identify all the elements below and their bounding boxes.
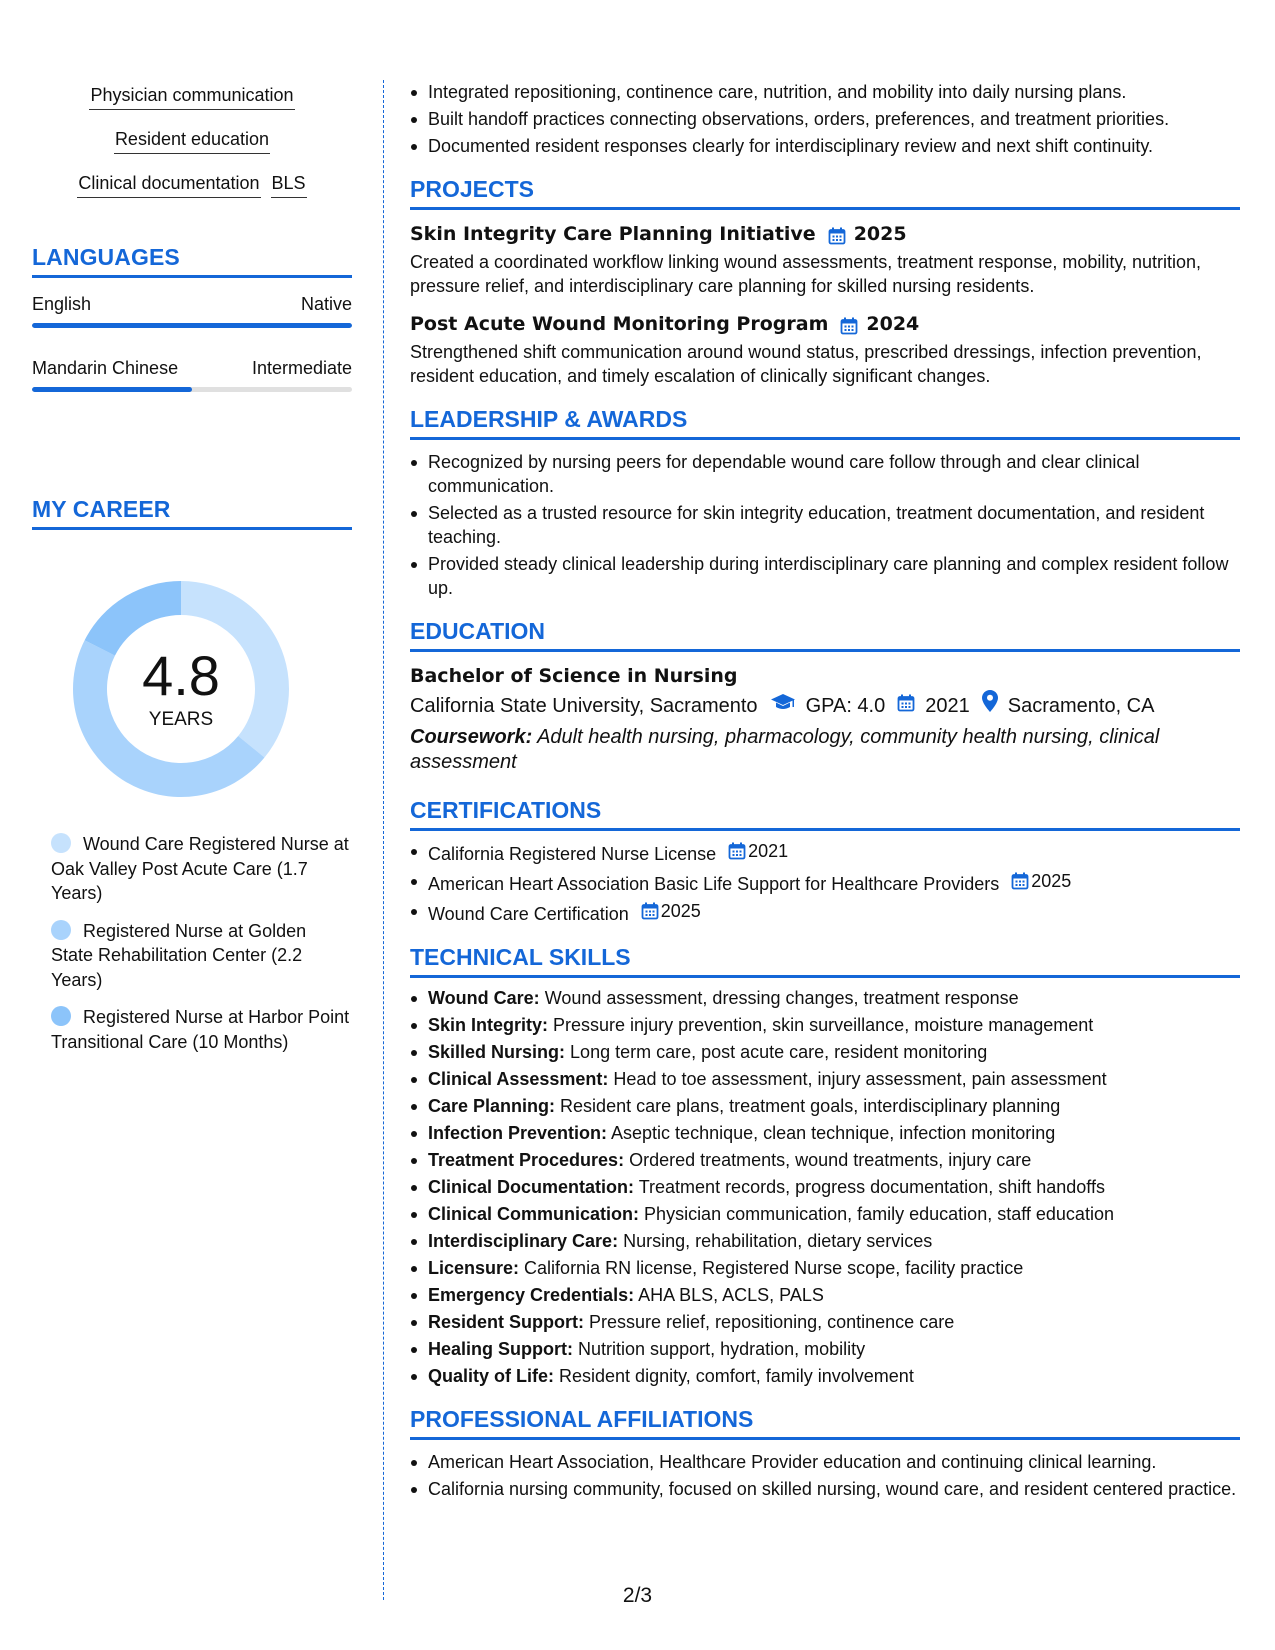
technical-skill-item xyxy=(428,1067,1240,1091)
list-item: Provided steady clinical leadership during interdisciplinary care planning and complex resident follow up. xyxy=(428,552,1240,600)
certification-name: American Heart Association Basic Life Support for Healthcare Providers xyxy=(428,874,1000,894)
career-total-value: 4.8 xyxy=(142,644,220,707)
language-bar xyxy=(32,323,352,328)
technical-skill-item xyxy=(428,1256,1240,1280)
technical-skill-item xyxy=(428,1283,1240,1307)
career-title: MY CAREER xyxy=(32,496,352,530)
career-legend-label: Registered Nurse at Harbor Point Transitional Care (10 Months) xyxy=(51,1007,350,1052)
calendar-icon xyxy=(828,225,846,243)
career-section xyxy=(32,496,352,1067)
project-description: Created a coordinated workflow linking wound assessments, treatment response, mobility, nutrition, pressure relief, and interdisciplinary care planning for skilled nursing residents. xyxy=(410,252,1202,296)
technical-skill-value: Long term care, post acute care, resident monitoring xyxy=(570,1042,988,1062)
list-item: Integrated repositioning, continence care, nutrition, and mobility into daily nursing plans. xyxy=(428,80,1240,104)
technical-skills-section xyxy=(410,944,1240,1388)
technical-skill-key: Resident Support: xyxy=(428,1312,584,1332)
calendar-icon xyxy=(641,902,659,920)
certification-name: California Registered Nurse License xyxy=(428,844,717,864)
technical-skill-item xyxy=(428,1364,1240,1388)
skill-tag: Resident education xyxy=(114,126,270,154)
technical-skill-value: Resident care plans, treatment goals, interdisciplinary planning xyxy=(560,1096,1061,1116)
technical-skill-item xyxy=(428,1040,1240,1064)
technical-skill-key: Skin Integrity: xyxy=(428,1015,549,1035)
technical-skill-value: Physician communication, family education, staff education xyxy=(644,1204,1114,1224)
list-item: Built handoff practices connecting observations, orders, preferences, and treatment priorities. xyxy=(428,107,1240,131)
education-year: 2021 xyxy=(925,694,970,717)
list-item xyxy=(428,869,1240,896)
technical-skill-key: Interdisciplinary Care: xyxy=(428,1231,619,1251)
technical-skill-value: Nutrition support, hydration, mobility xyxy=(578,1339,866,1359)
technical-skill-key: Clinical Documentation: xyxy=(428,1177,635,1197)
technical-skill-value: Treatment records, progress documentation, shift handoffs xyxy=(638,1177,1105,1197)
technical-skill-value: Aseptic technique, clean technique, infection monitoring xyxy=(611,1123,1056,1143)
legend-dot xyxy=(51,920,71,940)
technical-skill-key: Care Planning: xyxy=(428,1096,556,1116)
skill-tag: BLS xyxy=(271,170,307,198)
language-item xyxy=(32,356,352,392)
language-name: Mandarin Chinese xyxy=(32,358,179,378)
skill-tag-row xyxy=(32,170,352,198)
career-donut-chart xyxy=(66,574,296,804)
technical-skill-item xyxy=(428,1310,1240,1334)
technical-skill-key: Healing Support: xyxy=(428,1339,573,1359)
column-divider xyxy=(383,80,384,1600)
project-title xyxy=(410,220,1240,248)
technical-skill-item xyxy=(428,1229,1240,1253)
coursework-label: Coursework: xyxy=(410,726,533,748)
sidebar xyxy=(32,82,352,392)
certification-name: Wound Care Certification xyxy=(428,904,629,924)
technical-skill-value: Pressure relief, repositioning, continence care xyxy=(589,1312,955,1332)
certifications-title: CERTIFICATIONS xyxy=(410,797,1240,831)
projects-section xyxy=(410,176,1240,388)
list-item xyxy=(428,899,1240,926)
technical-skills-title: TECHNICAL SKILLS xyxy=(410,944,1240,978)
education-gpa: GPA: 4.0 xyxy=(805,694,886,717)
list-item: Documented resident responses clearly for interdisciplinary review and next shift continuity. xyxy=(428,134,1240,158)
calendar-icon xyxy=(897,691,915,721)
education-section xyxy=(410,618,1240,775)
location-pin-icon xyxy=(982,690,998,721)
language-bar xyxy=(32,387,352,392)
project-year: 2025 xyxy=(853,223,907,245)
languages-section xyxy=(32,244,352,392)
coursework-text: Adult health nursing, pharmacology, community health nursing, clinical assessment xyxy=(410,726,1160,773)
language-name: English xyxy=(32,294,92,314)
skill-tag: Clinical documentation xyxy=(77,170,260,198)
certifications-list xyxy=(410,839,1240,926)
education-title: EDUCATION xyxy=(410,618,1240,652)
technical-skill-key: Clinical Communication: xyxy=(428,1204,640,1224)
career-legend-label: Wound Care Registered Nurse at Oak Valley Post Acute Care (1.7 Years) xyxy=(51,834,349,903)
technical-skill-value: Resident dignity, comfort, family involvement xyxy=(559,1366,914,1386)
list-item: Selected as a trusted resource for skin integrity education, treatment documentation, and resident teaching. xyxy=(428,501,1240,549)
technical-skill-key: Clinical Assessment: xyxy=(428,1069,609,1089)
skill-tag-row xyxy=(32,126,352,154)
graduation-cap-icon xyxy=(770,691,796,721)
calendar-icon xyxy=(840,315,858,333)
language-bar-fill xyxy=(32,387,192,392)
technical-skill-value: Nursing, rehabilitation, dietary services xyxy=(623,1231,933,1251)
technical-skill-item xyxy=(428,1175,1240,1199)
certification-year: 2025 xyxy=(660,901,701,921)
language-item xyxy=(32,292,352,328)
education-degree: Bachelor of Science in Nursing xyxy=(410,665,738,687)
calendar-icon xyxy=(728,842,746,860)
affiliations-list xyxy=(410,1450,1240,1501)
technical-skills-list xyxy=(410,986,1240,1388)
technical-skill-item xyxy=(428,1094,1240,1118)
list-item: American Heart Association, Healthcare Provider education and continuing clinical learning. xyxy=(428,1450,1240,1474)
technical-skill-key: Treatment Procedures: xyxy=(428,1150,625,1170)
technical-skill-item xyxy=(428,986,1240,1010)
career-legend-label: Registered Nurse at Golden State Rehabilitation Center (2.2 Years) xyxy=(51,920,307,990)
certification-year: 2021 xyxy=(748,841,789,861)
main-content xyxy=(410,80,1240,1504)
language-level: Intermediate xyxy=(251,358,352,378)
education-details xyxy=(410,690,1240,721)
education-school: California State University, Sacramento xyxy=(410,694,758,717)
leadership-list xyxy=(410,450,1240,600)
legend-dot xyxy=(51,833,71,853)
career-legend-item xyxy=(51,832,352,906)
technical-skill-item xyxy=(428,1148,1240,1172)
technical-skill-item xyxy=(428,1337,1240,1361)
legend-dot xyxy=(51,1006,71,1026)
project-year: 2024 xyxy=(866,313,920,335)
skill-tags xyxy=(32,82,352,198)
technical-skill-key: Emergency Credentials: xyxy=(428,1285,635,1305)
list-item xyxy=(428,839,1240,866)
languages-title: LANGUAGES xyxy=(32,244,352,278)
career-legend-item xyxy=(51,919,352,993)
technical-skill-key: Infection Prevention: xyxy=(428,1123,608,1143)
certification-year: 2025 xyxy=(1031,871,1072,891)
project-name: Post Acute Wound Monitoring Program xyxy=(410,313,829,335)
language-bar-fill xyxy=(32,323,352,328)
education-coursework xyxy=(410,725,1240,775)
technical-skill-value: Pressure injury prevention, skin surveillance, moisture management xyxy=(553,1015,1094,1035)
leadership-title: LEADERSHIP & AWARDS xyxy=(410,406,1240,440)
leadership-section xyxy=(410,406,1240,600)
affiliations-section xyxy=(410,1406,1240,1501)
career-total-unit: YEARS xyxy=(148,709,214,730)
technical-skill-key: Wound Care: xyxy=(428,988,540,1008)
technical-skill-value: California RN license, Registered Nurse scope, facility practice xyxy=(524,1258,1024,1278)
skill-tag: Physician communication xyxy=(89,82,294,110)
projects-title: PROJECTS xyxy=(410,176,1240,210)
skill-tag-row xyxy=(32,82,352,110)
page-number: 2/3 xyxy=(622,1584,653,1607)
technical-skill-value: AHA BLS, ACLS, PALS xyxy=(638,1285,824,1305)
certifications-section xyxy=(410,797,1240,926)
technical-skill-value: Wound assessment, dressing changes, treatment response xyxy=(544,988,1019,1008)
calendar-icon xyxy=(1011,872,1029,890)
technical-skill-key: Licensure: xyxy=(428,1258,520,1278)
language-level: Native xyxy=(300,294,352,314)
technical-skill-item xyxy=(428,1202,1240,1226)
list-item: Recognized by nursing peers for dependable wound care follow through and clear clinical communication. xyxy=(428,450,1240,498)
technical-skill-value: Head to toe assessment, injury assessment, pain assessment xyxy=(613,1069,1107,1089)
affiliations-title: PROFESSIONAL AFFILIATIONS xyxy=(410,1406,1240,1440)
technical-skill-item xyxy=(428,1121,1240,1145)
career-legend-item xyxy=(51,1005,352,1054)
technical-skill-key: Skilled Nursing: xyxy=(428,1042,566,1062)
technical-skill-item xyxy=(428,1013,1240,1037)
project-name: Skin Integrity Care Planning Initiative xyxy=(410,223,816,245)
project-title xyxy=(410,310,1240,338)
technical-skill-value: Ordered treatments, wound treatments, injury care xyxy=(629,1150,1032,1170)
technical-skill-key: Quality of Life: xyxy=(428,1366,554,1386)
education-location: Sacramento, CA xyxy=(1007,694,1155,717)
project-description: Strengthened shift communication around wound status, prescribed dressings, infection prevention, resident education, and timely escalation of clinically significant changes. xyxy=(410,342,1202,386)
list-item: California nursing community, focused on skilled nursing, wound care, and resident centered practice. xyxy=(428,1477,1240,1501)
career-legend xyxy=(32,832,352,1054)
experience-bullets xyxy=(410,80,1240,158)
